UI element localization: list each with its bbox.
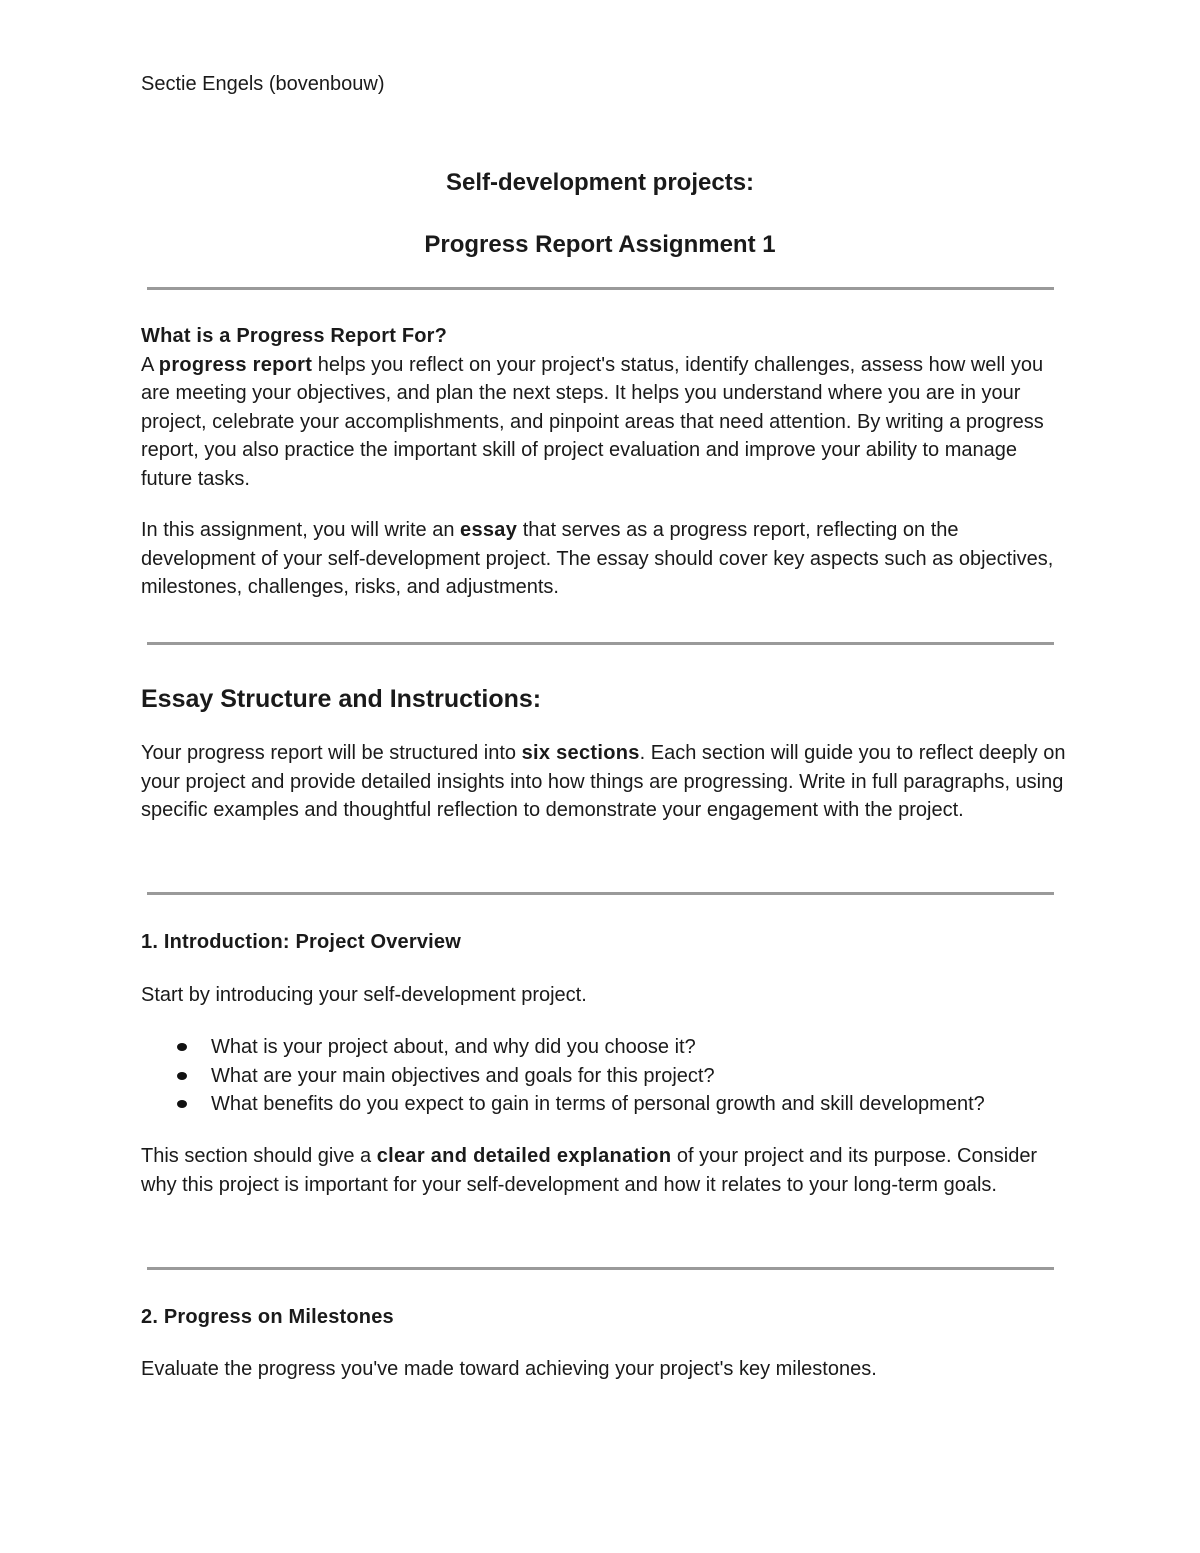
section1-heading-block bbox=[141, 928, 1066, 957]
document-subtitle: Progress Report Assignment 1 bbox=[424, 231, 776, 258]
list-item bbox=[141, 1062, 1066, 1091]
structure-heading: Essay Structure and Instructions: bbox=[141, 685, 542, 713]
intro-block bbox=[141, 322, 1066, 493]
section2-lead: Evaluate the progress you've made toward achieving your project's key milestones. bbox=[141, 1358, 877, 1380]
bullet-icon bbox=[177, 1043, 187, 1051]
intro-p1-bold: progress report bbox=[158, 353, 313, 376]
intro-p2-lead: In this assignment, you will write an bbox=[141, 519, 461, 541]
horizontal-rule bbox=[147, 1267, 1054, 1270]
section1-p-bold: clear and detailed explanation bbox=[376, 1145, 672, 1167]
section1-lead-block bbox=[141, 981, 1066, 1010]
bullet-icon bbox=[177, 1072, 187, 1080]
horizontal-rule bbox=[147, 642, 1054, 645]
section2-heading-block bbox=[141, 1303, 1066, 1332]
section1-heading: 1. Introduction: Project Overview bbox=[141, 931, 461, 953]
horizontal-rule bbox=[147, 892, 1054, 895]
structure-paragraph bbox=[141, 739, 1066, 825]
intro-block-2 bbox=[141, 516, 1066, 602]
section2-heading: 2. Progress on Milestones bbox=[141, 1306, 394, 1328]
intro-paragraph-1 bbox=[141, 351, 1066, 494]
section1-paragraph bbox=[141, 1142, 1066, 1199]
structure-rest: . Each section will guide you to reflect deeply on your project and provide detailed insights into how things are progressing. Write in full paragraphs, using specific examples and thoughtful reflection to demonstrate your engagement with the project. bbox=[141, 742, 1066, 821]
section1-p-rest: of your project and its purpose. Consider why this project is important for your self-development and how it relates to your long-term goals. bbox=[141, 1145, 1038, 1196]
intro-p2-rest: that serves as a progress report, reflecting on the development of your self-development project. The essay should cover key aspects such as objectives, milestones, challenges, risks, and adjustments. bbox=[141, 519, 1054, 598]
list-item-text: What is your project about, and why did you choose it? bbox=[211, 1036, 696, 1058]
list-item-text: What are your main objectives and goals for this project? bbox=[211, 1064, 715, 1087]
horizontal-rule bbox=[147, 287, 1054, 290]
structure-block bbox=[141, 739, 1066, 825]
structure-bold: six sections bbox=[521, 742, 640, 764]
intro-heading: What is a Progress Report For? bbox=[141, 325, 448, 347]
list-item bbox=[141, 1090, 1066, 1119]
section2-lead-block bbox=[141, 1355, 1066, 1384]
section1-lead: Start by introducing your self-development project. bbox=[141, 984, 587, 1006]
section1-p-lead: This section should give a bbox=[141, 1145, 377, 1167]
intro-p1-rest: helps you reflect on your project's status, identify challenges, assess how well you are meeting your objectives, and plan the next steps. It helps you understand where you are in your project, celebrate your accomplishments, and pinpoint areas that need attention. By writing a progress report, you also practice the important skill of project evaluation and improve your ability to manage future tasks. bbox=[141, 353, 1044, 490]
bullet-icon bbox=[177, 1100, 187, 1108]
list-item-text: What benefits do you expect to gain in terms of personal growth and skill development? bbox=[211, 1093, 985, 1115]
list-item bbox=[141, 1033, 1066, 1062]
structure-lead: Your progress report will be structured into bbox=[141, 742, 522, 764]
department-header: Sectie Engels (bovenbouw) bbox=[141, 73, 385, 95]
section1-paragraph-block bbox=[141, 1142, 1066, 1199]
document-title: Self-development projects: bbox=[445, 169, 755, 196]
intro-p2-bold: essay bbox=[460, 519, 518, 541]
section1-bullet-list bbox=[141, 1033, 1066, 1119]
intro-paragraph-2 bbox=[141, 516, 1066, 602]
intro-p1-lead: A bbox=[141, 353, 159, 376]
